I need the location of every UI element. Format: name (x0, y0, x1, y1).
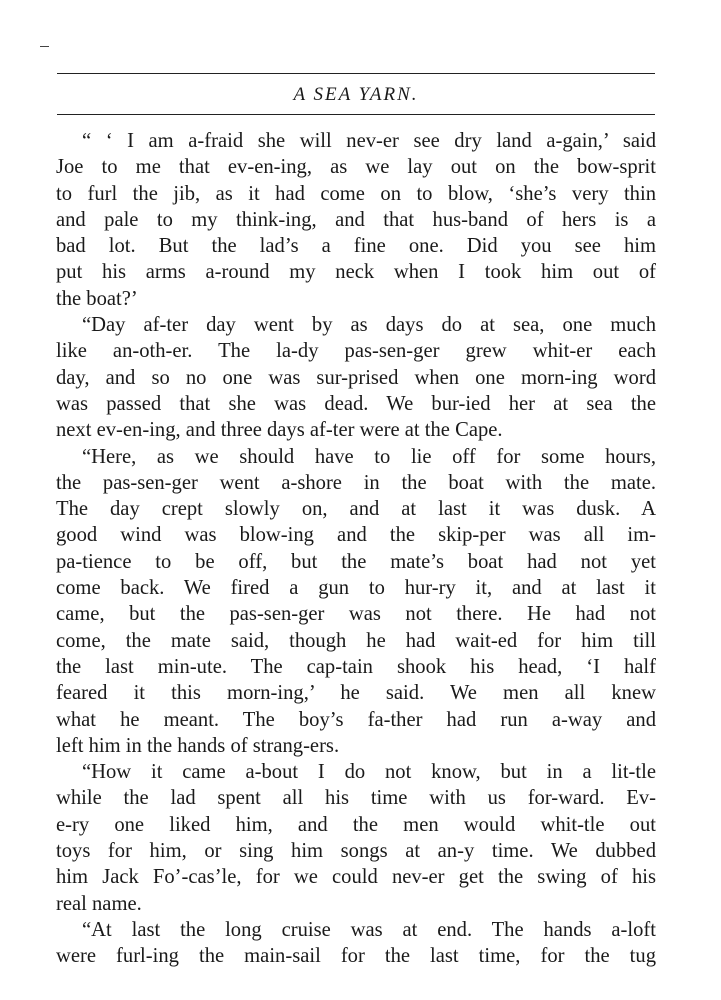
text-line: “Here, as we should have to lie off for some hours, (82, 445, 656, 468)
text-line: good wind was blow-ing and the skip-per was all im- (56, 524, 656, 547)
text-line: the pas-sen-ger went a-shore in the boat with the mate. (56, 471, 656, 494)
text-line: put his arms a-round my neck when I took him out of (56, 261, 656, 284)
text-line: pa-tience to be off, but the mate’s boat had not yet (56, 550, 656, 573)
text-line: the boat?’ (56, 287, 138, 310)
text-line: to furl the jib, as it had come on to blow, ‘she’s very thin (56, 182, 656, 205)
text-line: day, and so no one was sur-prised when one morn-ing word (56, 366, 656, 389)
text-line: come, the mate said, though he had wait-ed for him till (56, 629, 656, 652)
text-line: next ev-en-ing, and three days af-ter were at the Cape. (56, 419, 503, 442)
text-line: him Jack Fo’-cas’le, for we could nev-er get the swing of his (56, 866, 656, 889)
text-line: came, but the pas-sen-ger was not there. He had not (56, 603, 656, 626)
text-line: e-ry one liked him, and the men would whit-tle out (56, 813, 656, 836)
text-line: what he meant. The boy’s fa-ther had run a-way and (56, 708, 656, 731)
text-line: “Day af-ter day went by as days do at sea, one much (82, 314, 656, 337)
text-line: “How it came a-bout I do not know, but in a lit-tle (82, 761, 656, 784)
text-line: come back. We fired a gun to hur-ry it, and at last it (56, 577, 656, 600)
text-line: “ ‘ I am a-fraid she will nev-er see dry land a-gain,’ said (82, 130, 656, 152)
text-line: bad lot. But the lad’s a fine one. Did you see him (56, 235, 656, 258)
text-line: toys for him, or sing him songs at an-y time. We dubbed (56, 840, 656, 863)
running-head: A SEA YARN. (293, 84, 419, 105)
text-line: Joe to me that ev-en-ing, as we lay out on the bow-sprit (56, 156, 656, 179)
text-line: The day crept slowly on, and at last it was dusk. A (56, 498, 656, 521)
text-line: left him in the hands of strang-ers. (56, 734, 340, 757)
text-line: was passed that she was dead. We bur-ied her at sea the (56, 392, 656, 415)
corner-mark (40, 46, 49, 47)
text-line: real name. (56, 892, 142, 915)
text-line: feared it this morn-ing,’ he said. We men all knew (56, 682, 656, 705)
text-line: the last min-ute. The cap-tain shook his head, ‘I half (56, 655, 656, 678)
text-line: and pale to my think-ing, and that hus-band of hers is a (56, 208, 656, 231)
header-rule-top (57, 73, 655, 74)
header-rule-bottom (57, 114, 655, 115)
text-line: while the lad spent all his time with us for-ward. Ev- (56, 787, 656, 810)
text-line: like an-oth-er. The la-dy pas-sen-ger grew whit-er each (56, 340, 656, 363)
body-text (56, 128, 656, 970)
text-line: “At last the long cruise was at end. The hands a-loft (82, 918, 656, 941)
text-line: were furl-ing the main-sail for the last time, for the tug (56, 945, 656, 968)
